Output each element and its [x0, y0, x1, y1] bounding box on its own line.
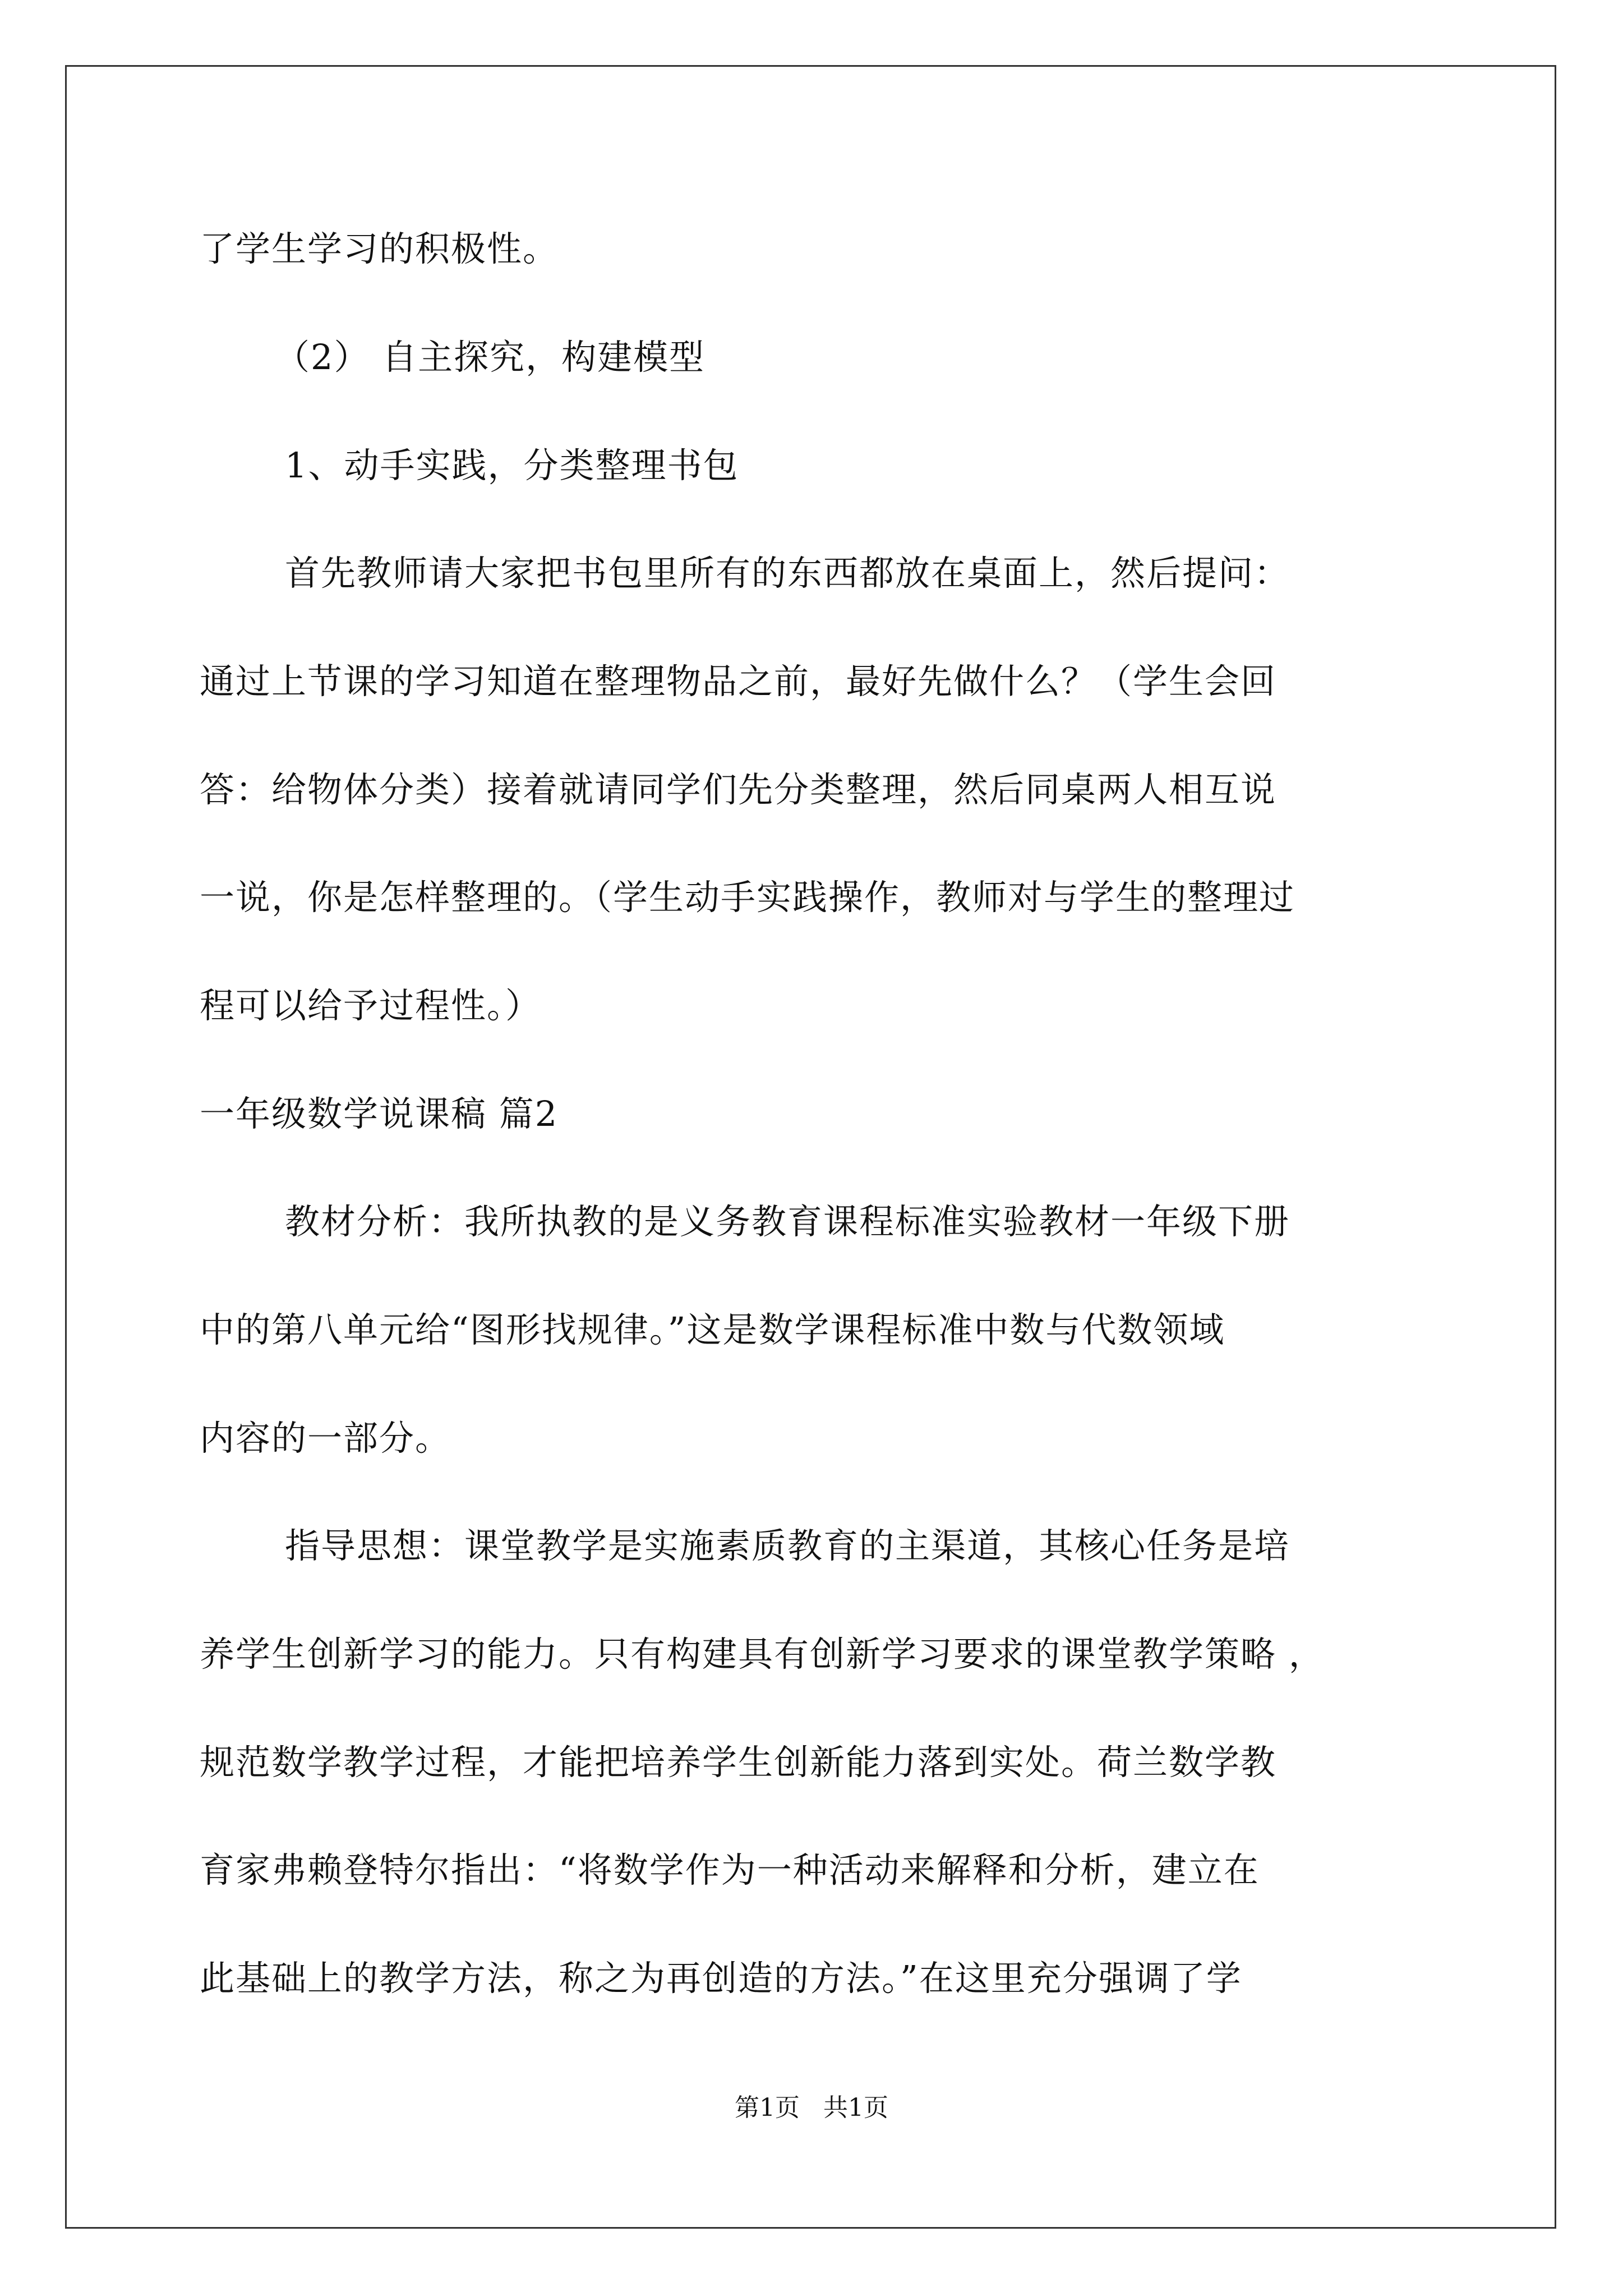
paragraph-line: 教材分析：我所执教的是义务教育课程标准实验教材一年级下册 [285, 1201, 1290, 1242]
paragraph-line: 养学生创新学习的能力。只有构建具有创新学习要求的课堂教学策略 ， [200, 1634, 1325, 1674]
page-border [65, 65, 1556, 2229]
page-footer: 第1页 共1页 [735, 2093, 888, 2122]
paragraph-line: 规范数学教学过程，才能把培养学生创新能力落到实处。荷兰数学教 [200, 1742, 1277, 1783]
paragraph-line: 一说，你是怎样整理的。（学生动手实践操作，教师对与学生的整理过 [200, 877, 1295, 918]
paragraph-line: 育家弗赖登特尔指出：“将数学作为一种活动来解释和分析，建立在 [200, 1849, 1260, 1890]
paragraph-line: 答：给物体分类）接着就请同学们先分类整理，然后同桌两人相互说 [200, 769, 1277, 810]
paragraph-line: 首先教师请大家把书包里所有的东西都放在桌面上，然后提问： [285, 553, 1290, 593]
paragraph-line: 通过上节课的学习知道在整理物品之前，最好先做什么？（学生会回 [200, 661, 1277, 702]
paragraph-line: 了学生学习的积极性。 [200, 228, 559, 269]
paragraph-line: 程可以给予过程性。） [200, 985, 542, 1026]
paragraph-line: 中的第八单元给“图形找规律。”这是数学课程标准中数与代数领域 [200, 1309, 1225, 1350]
paragraph-line: 指导思想：课堂教学是实施素质教育的主渠道，其核心任务是培 [285, 1525, 1290, 1566]
section-title: 一年级数学说课稿 篇2 [200, 1093, 559, 1134]
subsection-heading: （2） 自主探究，构建模型 [275, 337, 706, 378]
paragraph-line: 此基础上的教学方法，称之为再创造的方法。”在这里充分强调了学 [200, 1958, 1242, 1999]
step-heading: 1、动手实践，分类整理书包 [285, 445, 739, 486]
paragraph-line: 内容的一部分。 [200, 1418, 451, 1458]
